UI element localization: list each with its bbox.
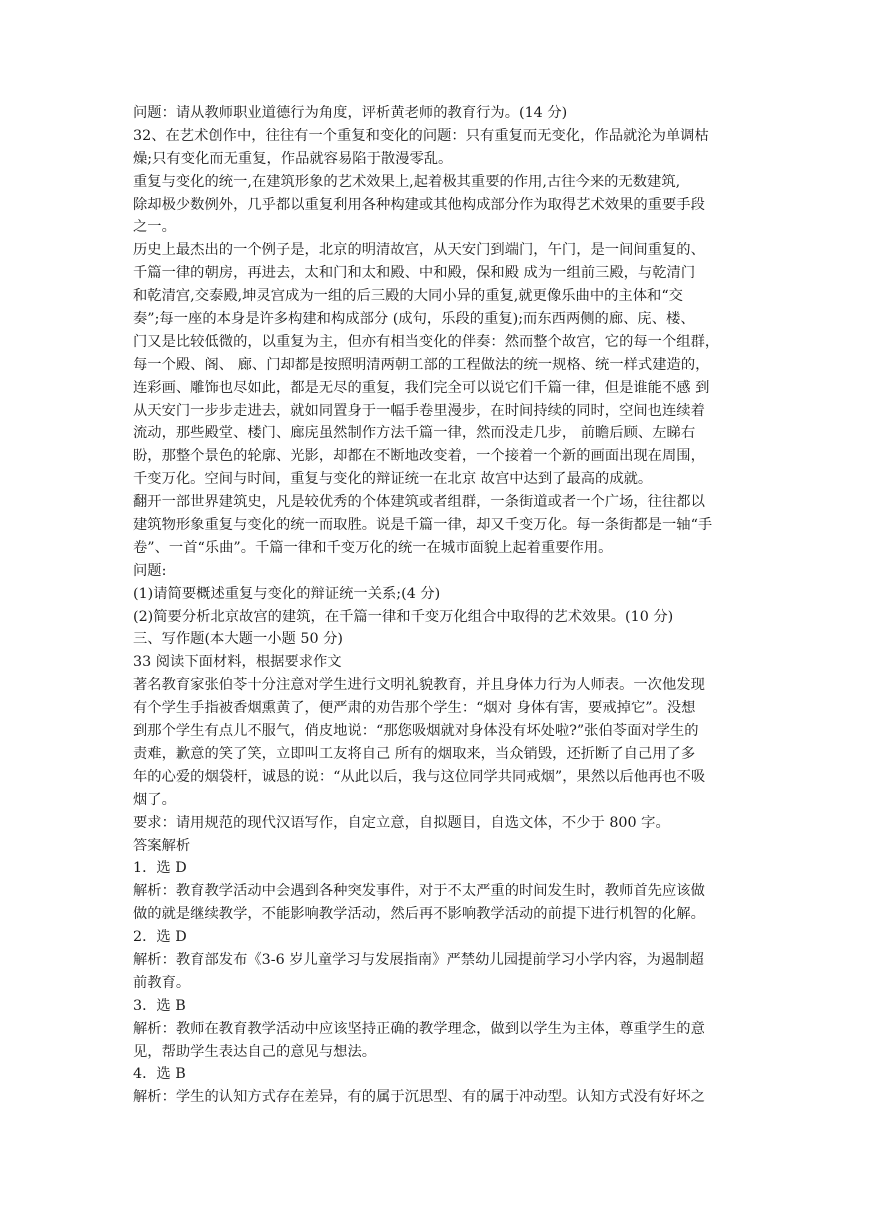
text-line: 著名教育家张伯苓十分注意对学生进行文明礼貌教育，并且身体力行为人师表。一次他发现 xyxy=(133,677,705,694)
text-line: 前教育。 xyxy=(133,974,191,991)
text-line: 有个学生手指被香烟熏黄了，便严肃的劝告那个学生：“烟对 身体有害，要戒掉它”。没想 xyxy=(133,700,696,717)
text-line: 卷”、一首“乐曲”。千篇一律和千变万化的统一在城市面貌上起着重要作用。 xyxy=(133,539,613,556)
text-line: (1)请简要概述重复与变化的辩证统一关系;(4 分) xyxy=(133,585,441,602)
text-line: 建筑物形象重复与变化的统一而取胜。说是千篇一律，却又千变万化。每一条街都是一轴“手 xyxy=(133,517,713,534)
text-line: 历史上最杰出的一个例子是，北京的明清故宫，从天安门到端门，午门，是一间间重复的、 xyxy=(133,242,705,259)
text-line: 32、在艺术创作中，往往有一个重复和变化的问题：只有重复而无变化，作品就沦为单调枯 xyxy=(133,127,709,144)
text-line: 千篇一律的朝房，再进去，太和门和太和殿、中和殿，保和殿 成为一组前三殿，与乾清门 xyxy=(133,265,696,282)
text-line: 见，帮助学生表达自己的意见与想法。 xyxy=(133,1043,377,1060)
text-line: 问题：请从教师职业道德行为角度，评析黄老师的教育行为。(14 分) xyxy=(133,105,568,121)
text-line: 要求：请用规范的现代汉语写作，自定立意，自拟题目，自选文体，不少于 800 字。 xyxy=(133,814,670,831)
text-line: 2．选 D xyxy=(133,929,187,946)
text-line: 每一个殿、阁、 廊、门却都是按照明清两朝工部的工程做法的统一规格、统一样式建造的， xyxy=(133,356,710,373)
text-line: 做的就是继续教学，不能影响教学活动，然后再不影响教学活动的前提下进行机智的化解。 xyxy=(133,906,705,923)
text-line: 从天安门一步步走进去，就如同置身于一幅手卷里漫步，在时间持续的同时，空间也连续着 xyxy=(133,402,705,419)
text-line: 燥;只有变化而无重复，作品就容易陷于散漫零乱。 xyxy=(133,150,453,167)
text-line: 千变万化。空间与时间，重复与变化的辩证统一在北京 故宫中达到了最高的成就。 xyxy=(133,471,653,488)
text-line: 烟了。 xyxy=(133,791,176,808)
text-line: 4．选 B xyxy=(133,1066,186,1083)
text-line: 解析：教师在教育教学活动中应该坚持正确的教学理念，做到以学生为主体，尊重学生的意 xyxy=(133,1020,705,1037)
text-line: 三、写作题(本大题一小题 50 分) xyxy=(133,631,343,648)
text-line: 33 阅读下面材料，根据要求作文 xyxy=(133,654,342,671)
text-line: 解析：教育教学活动中会遇到各种突发事件，对于不太严重的时间发生时，教师首先应该做 xyxy=(133,883,705,900)
text-line: 解析：教育部发布《3-6 岁儿童学习与发展指南》严禁幼儿园提前学习小学内容，为遏制超 xyxy=(133,951,704,968)
text-line: 问题: xyxy=(133,562,167,579)
text-line: 和乾清宫,交泰殿,坤灵宫成为一组的后三殿的大同小异的重复,就更像乐曲中的主体和“交 xyxy=(133,288,683,305)
text-line: 年的心爱的烟袋杆，诚恳的说：“从此以后，我与这位同学共同戒烟”，果然以后他再也不吸 xyxy=(133,768,706,785)
text-line: 之一。 xyxy=(133,219,176,236)
text-line: 盼，那整个景色的轮廓、光影，却都在不断地改变着，一个接着一个新的画面出现在周围， xyxy=(133,448,705,465)
text-line: 责难，歉意的笑了笑，立即叫工友将自己 所有的烟取来，当众销毁，还折断了自己用了多 xyxy=(133,745,696,762)
text-line: 1．选 D xyxy=(133,860,187,877)
text-line: 奏”;每一座的本身是许多构建和构成部分 (成句，乐段的重复);而东西两侧的廊、庑、楼、 xyxy=(133,311,695,328)
text-line: 答案解析 xyxy=(133,837,191,854)
text-line: 到那个学生有点儿不服气，俏皮地说：“那您吸烟就对身体没有坏处啦?”张伯苓面对学生的 xyxy=(133,723,699,740)
document-page xyxy=(133,102,739,1109)
text-line: 重复与变化的统一,在建筑形象的艺术效果上,起着极其重要的作用,古往今来的无数建筑, xyxy=(133,173,681,190)
text-line: 流动，那些殿堂、楼门、廊庑虽然制作方法千篇一律，然而没走几步， 前瞻后顾、左睇右 xyxy=(133,425,696,442)
text-line: 连彩画、雕饰也尽如此，都是无尽的重复，我们完全可以说它们千篇一律，但是谁能不感 到 xyxy=(133,379,710,396)
text-line: (2)简要分析北京故宫的建筑，在千篇一律和千变万化组合中取得的艺术效果。(10 分) xyxy=(133,608,674,625)
text-line: 除却极少数例外，几乎都以重复利用各种构建或其他构成部分作为取得艺术效果的重要手段 xyxy=(133,196,705,213)
text-line: 翻开一部世界建筑史，凡是较优秀的个体建筑或者组群，一条街道或者一个广场，往往都以 xyxy=(133,494,705,511)
text-line: 门又是比较低微的，以重复为主，但亦有相当变化的伴奏：然而整个故宫，它的每一个组群， xyxy=(133,333,720,350)
text-line: 3．选 B xyxy=(133,997,186,1014)
text-line: 解析：学生的认知方式存在差异，有的属于沉思型、有的属于冲动型。认知方式没有好坏之 xyxy=(133,1089,705,1106)
